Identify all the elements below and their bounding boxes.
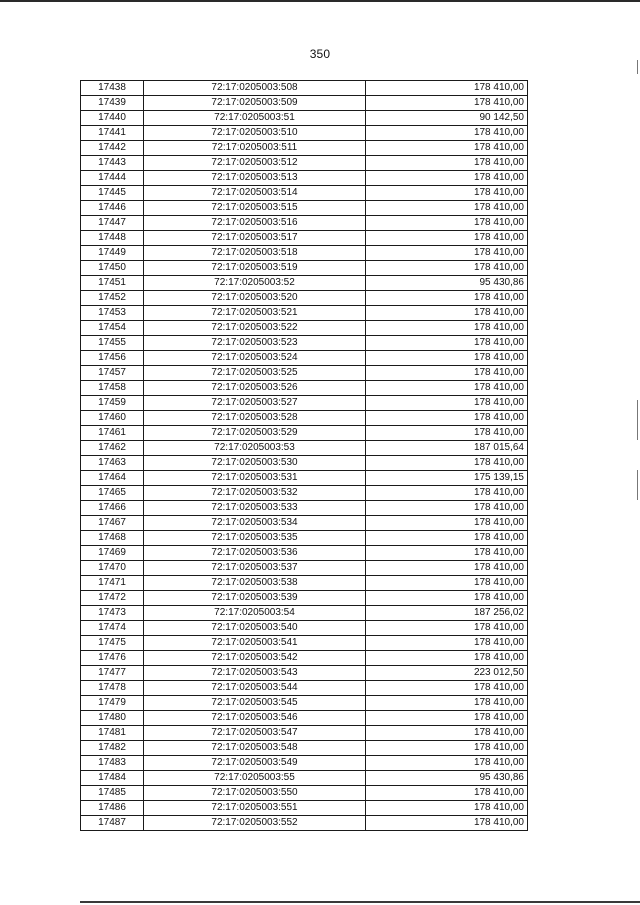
cadastral-number-cell: 72:17:0205003:529 bbox=[144, 426, 366, 441]
table-row bbox=[81, 291, 528, 306]
table-row bbox=[81, 711, 528, 726]
cadastral-number-cell: 72:17:0205003:539 bbox=[144, 591, 366, 606]
cadastral-number-cell: 72:17:0205003:546 bbox=[144, 711, 366, 726]
table-row bbox=[81, 561, 528, 576]
cadastral-value-cell: 178 410,00 bbox=[366, 231, 528, 246]
table-row bbox=[81, 456, 528, 471]
cadastral-value-cell: 178 410,00 bbox=[366, 261, 528, 276]
cadastral-number-cell: 72:17:0205003:55 bbox=[144, 771, 366, 786]
cadastral-number-cell: 72:17:0205003:523 bbox=[144, 336, 366, 351]
cadastral-value-cell: 178 410,00 bbox=[366, 801, 528, 816]
scan-margin-mark bbox=[637, 470, 638, 500]
cadastral-value-cell: 178 410,00 bbox=[366, 216, 528, 231]
cadastral-value-cell: 178 410,00 bbox=[366, 546, 528, 561]
cadastral-number-cell: 72:17:0205003:541 bbox=[144, 636, 366, 651]
table-row bbox=[81, 741, 528, 756]
row-number-cell: 17459 bbox=[81, 396, 144, 411]
table-row bbox=[81, 471, 528, 486]
row-number-cell: 17479 bbox=[81, 696, 144, 711]
scan-bottom-edge bbox=[80, 901, 640, 903]
cadastral-number-cell: 72:17:0205003:512 bbox=[144, 156, 366, 171]
cadastral-number-cell: 72:17:0205003:514 bbox=[144, 186, 366, 201]
row-number-cell: 17471 bbox=[81, 576, 144, 591]
table-row bbox=[81, 501, 528, 516]
cadastral-value-cell: 178 410,00 bbox=[366, 246, 528, 261]
row-number-cell: 17474 bbox=[81, 621, 144, 636]
cadastral-value-cell: 178 410,00 bbox=[366, 501, 528, 516]
row-number-cell: 17445 bbox=[81, 186, 144, 201]
table-row bbox=[81, 276, 528, 291]
row-number-cell: 17477 bbox=[81, 666, 144, 681]
cadastral-number-cell: 72:17:0205003:533 bbox=[144, 501, 366, 516]
cadastral-value-cell: 178 410,00 bbox=[366, 381, 528, 396]
table-row bbox=[81, 306, 528, 321]
cadastral-value-cell: 178 410,00 bbox=[366, 156, 528, 171]
row-number-cell: 17483 bbox=[81, 756, 144, 771]
table-row bbox=[81, 366, 528, 381]
cadastral-number-cell: 72:17:0205003:531 bbox=[144, 471, 366, 486]
table-row bbox=[81, 636, 528, 651]
cadastral-number-cell: 72:17:0205003:540 bbox=[144, 621, 366, 636]
cadastral-number-cell: 72:17:0205003:544 bbox=[144, 681, 366, 696]
cadastral-value-cell: 178 410,00 bbox=[366, 786, 528, 801]
row-number-cell: 17453 bbox=[81, 306, 144, 321]
cadastral-number-cell: 72:17:0205003:509 bbox=[144, 96, 366, 111]
cadastral-number-cell: 72:17:0205003:536 bbox=[144, 546, 366, 561]
cadastral-number-cell: 72:17:0205003:510 bbox=[144, 126, 366, 141]
cadastral-number-cell: 72:17:0205003:516 bbox=[144, 216, 366, 231]
table-row bbox=[81, 771, 528, 786]
row-number-cell: 17463 bbox=[81, 456, 144, 471]
row-number-cell: 17441 bbox=[81, 126, 144, 141]
cadastral-number-cell: 72:17:0205003:538 bbox=[144, 576, 366, 591]
cadastral-number-cell: 72:17:0205003:524 bbox=[144, 351, 366, 366]
cadastral-number-cell: 72:17:0205003:522 bbox=[144, 321, 366, 336]
row-number-cell: 17465 bbox=[81, 486, 144, 501]
table-row bbox=[81, 606, 528, 621]
table-row bbox=[81, 666, 528, 681]
cadastral-number-cell: 72:17:0205003:542 bbox=[144, 651, 366, 666]
row-number-cell: 17482 bbox=[81, 741, 144, 756]
cadastral-value-cell: 178 410,00 bbox=[366, 171, 528, 186]
cadastral-number-cell: 72:17:0205003:543 bbox=[144, 666, 366, 681]
cadastral-number-cell: 72:17:0205003:537 bbox=[144, 561, 366, 576]
cadastral-value-cell: 90 142,50 bbox=[366, 111, 528, 126]
table-row bbox=[81, 216, 528, 231]
cadastral-value-cell: 178 410,00 bbox=[366, 696, 528, 711]
cadastral-value-cell: 178 410,00 bbox=[366, 351, 528, 366]
cadastral-value-cell: 178 410,00 bbox=[366, 726, 528, 741]
row-number-cell: 17460 bbox=[81, 411, 144, 426]
row-number-cell: 17468 bbox=[81, 531, 144, 546]
cadastral-value-cell: 223 012,50 bbox=[366, 666, 528, 681]
cadastral-number-cell: 72:17:0205003:545 bbox=[144, 696, 366, 711]
cadastral-value-cell: 178 410,00 bbox=[366, 96, 528, 111]
page-number: 350 bbox=[309, 47, 331, 61]
cadastral-number-cell: 72:17:0205003:549 bbox=[144, 756, 366, 771]
row-number-cell: 17470 bbox=[81, 561, 144, 576]
cadastral-number-cell: 72:17:0205003:53 bbox=[144, 441, 366, 456]
row-number-cell: 17478 bbox=[81, 681, 144, 696]
cadastral-value-cell: 178 410,00 bbox=[366, 531, 528, 546]
row-number-cell: 17481 bbox=[81, 726, 144, 741]
table-row bbox=[81, 696, 528, 711]
row-number-cell: 17446 bbox=[81, 201, 144, 216]
row-number-cell: 17469 bbox=[81, 546, 144, 561]
row-number-cell: 17475 bbox=[81, 636, 144, 651]
cadastral-number-cell: 72:17:0205003:535 bbox=[144, 531, 366, 546]
cadastral-value-cell: 178 410,00 bbox=[366, 516, 528, 531]
row-number-cell: 17448 bbox=[81, 231, 144, 246]
cadastral-value-cell: 178 410,00 bbox=[366, 336, 528, 351]
table-row bbox=[81, 681, 528, 696]
row-number-cell: 17440 bbox=[81, 111, 144, 126]
cadastral-value-cell: 178 410,00 bbox=[366, 126, 528, 141]
cadastral-value-cell: 187 015,64 bbox=[366, 441, 528, 456]
cadastral-number-cell: 72:17:0205003:518 bbox=[144, 246, 366, 261]
cadastral-number-cell: 72:17:0205003:515 bbox=[144, 201, 366, 216]
table-row bbox=[81, 381, 528, 396]
cadastral-number-cell: 72:17:0205003:508 bbox=[144, 81, 366, 96]
cadastral-value-cell: 178 410,00 bbox=[366, 186, 528, 201]
table-row bbox=[81, 171, 528, 186]
table-row bbox=[81, 531, 528, 546]
table-row bbox=[81, 591, 528, 606]
cadastral-value-cell: 178 410,00 bbox=[366, 321, 528, 336]
row-number-cell: 17466 bbox=[81, 501, 144, 516]
row-number-cell: 17462 bbox=[81, 441, 144, 456]
row-number-cell: 17444 bbox=[81, 171, 144, 186]
cadastral-value-cell: 178 410,00 bbox=[366, 651, 528, 666]
cadastral-number-cell: 72:17:0205003:548 bbox=[144, 741, 366, 756]
cadastral-value-cell: 178 410,00 bbox=[366, 426, 528, 441]
cadastral-number-cell: 72:17:0205003:551 bbox=[144, 801, 366, 816]
cadastral-value-cell: 178 410,00 bbox=[366, 621, 528, 636]
cadastral-number-cell: 72:17:0205003:527 bbox=[144, 396, 366, 411]
cadastral-value-cell: 178 410,00 bbox=[366, 576, 528, 591]
row-number-cell: 17476 bbox=[81, 651, 144, 666]
table-row bbox=[81, 726, 528, 741]
cadastral-value-cell: 178 410,00 bbox=[366, 411, 528, 426]
cadastral-value-cell: 178 410,00 bbox=[366, 636, 528, 651]
scan-margin-mark bbox=[637, 60, 638, 74]
cadastral-number-cell: 72:17:0205003:517 bbox=[144, 231, 366, 246]
table-row bbox=[81, 396, 528, 411]
row-number-cell: 17487 bbox=[81, 816, 144, 831]
cadastral-number-cell: 72:17:0205003:550 bbox=[144, 786, 366, 801]
row-number-cell: 17442 bbox=[81, 141, 144, 156]
cadastral-number-cell: 72:17:0205003:534 bbox=[144, 516, 366, 531]
scan-top-edge bbox=[0, 0, 640, 2]
cadastral-value-cell: 178 410,00 bbox=[366, 756, 528, 771]
table-row bbox=[81, 411, 528, 426]
cadastral-value-cell: 175 139,15 bbox=[366, 471, 528, 486]
cadastral-value-cell: 178 410,00 bbox=[366, 816, 528, 831]
row-number-cell: 17473 bbox=[81, 606, 144, 621]
cadastral-value-cell: 178 410,00 bbox=[366, 681, 528, 696]
row-number-cell: 17467 bbox=[81, 516, 144, 531]
table-row bbox=[81, 621, 528, 636]
cadastral-number-cell: 72:17:0205003:525 bbox=[144, 366, 366, 381]
table-row bbox=[81, 651, 528, 666]
row-number-cell: 17464 bbox=[81, 471, 144, 486]
row-number-cell: 17456 bbox=[81, 351, 144, 366]
cadastral-number-cell: 72:17:0205003:52 bbox=[144, 276, 366, 291]
row-number-cell: 17458 bbox=[81, 381, 144, 396]
table-row bbox=[81, 426, 528, 441]
cadastral-value-cell: 178 410,00 bbox=[366, 486, 528, 501]
cadastral-value-cell: 95 430,86 bbox=[366, 276, 528, 291]
cadastral-value-cell: 178 410,00 bbox=[366, 561, 528, 576]
cadastral-number-cell: 72:17:0205003:532 bbox=[144, 486, 366, 501]
row-number-cell: 17443 bbox=[81, 156, 144, 171]
cadastral-value-cell: 178 410,00 bbox=[366, 456, 528, 471]
table-row bbox=[81, 351, 528, 366]
table-row bbox=[81, 261, 528, 276]
row-number-cell: 17455 bbox=[81, 336, 144, 351]
row-number-cell: 17452 bbox=[81, 291, 144, 306]
table-row bbox=[81, 786, 528, 801]
row-number-cell: 17451 bbox=[81, 276, 144, 291]
row-number-cell: 17485 bbox=[81, 786, 144, 801]
cadastral-value-table bbox=[80, 80, 528, 831]
table-body bbox=[81, 81, 528, 831]
table-row bbox=[81, 246, 528, 261]
cadastral-value-cell: 178 410,00 bbox=[366, 201, 528, 216]
cadastral-number-cell: 72:17:0205003:513 bbox=[144, 171, 366, 186]
table-row bbox=[81, 336, 528, 351]
row-number-cell: 17472 bbox=[81, 591, 144, 606]
cadastral-value-cell: 178 410,00 bbox=[366, 741, 528, 756]
table-row bbox=[81, 321, 528, 336]
table-row bbox=[81, 516, 528, 531]
cadastral-number-cell: 72:17:0205003:521 bbox=[144, 306, 366, 321]
cadastral-value-cell: 178 410,00 bbox=[366, 396, 528, 411]
cadastral-number-cell: 72:17:0205003:520 bbox=[144, 291, 366, 306]
table-row bbox=[81, 96, 528, 111]
cadastral-value-cell: 187 256,02 bbox=[366, 606, 528, 621]
table-row bbox=[81, 81, 528, 96]
table-row bbox=[81, 801, 528, 816]
cadastral-number-cell: 72:17:0205003:526 bbox=[144, 381, 366, 396]
cadastral-value-cell: 178 410,00 bbox=[366, 81, 528, 96]
table-row bbox=[81, 756, 528, 771]
cadastral-value-cell: 178 410,00 bbox=[366, 591, 528, 606]
cadastral-value-cell: 178 410,00 bbox=[366, 366, 528, 381]
cadastral-number-cell: 72:17:0205003:519 bbox=[144, 261, 366, 276]
row-number-cell: 17450 bbox=[81, 261, 144, 276]
row-number-cell: 17449 bbox=[81, 246, 144, 261]
table-row bbox=[81, 441, 528, 456]
cadastral-number-cell: 72:17:0205003:51 bbox=[144, 111, 366, 126]
cadastral-value-cell: 178 410,00 bbox=[366, 141, 528, 156]
table-row bbox=[81, 126, 528, 141]
table-row bbox=[81, 231, 528, 246]
table-row bbox=[81, 486, 528, 501]
table-row bbox=[81, 546, 528, 561]
row-number-cell: 17447 bbox=[81, 216, 144, 231]
cadastral-number-cell: 72:17:0205003:528 bbox=[144, 411, 366, 426]
table-row bbox=[81, 186, 528, 201]
row-number-cell: 17486 bbox=[81, 801, 144, 816]
row-number-cell: 17438 bbox=[81, 81, 144, 96]
cadastral-value-cell: 178 410,00 bbox=[366, 711, 528, 726]
table-row bbox=[81, 576, 528, 591]
cadastral-number-cell: 72:17:0205003:511 bbox=[144, 141, 366, 156]
row-number-cell: 17484 bbox=[81, 771, 144, 786]
table-row bbox=[81, 156, 528, 171]
cadastral-value-cell: 178 410,00 bbox=[366, 306, 528, 321]
table-row bbox=[81, 201, 528, 216]
table-row bbox=[81, 816, 528, 831]
row-number-cell: 17454 bbox=[81, 321, 144, 336]
cadastral-value-cell: 178 410,00 bbox=[366, 291, 528, 306]
cadastral-number-cell: 72:17:0205003:54 bbox=[144, 606, 366, 621]
cadastral-number-cell: 72:17:0205003:530 bbox=[144, 456, 366, 471]
scan-margin-mark bbox=[637, 400, 638, 440]
row-number-cell: 17461 bbox=[81, 426, 144, 441]
row-number-cell: 17480 bbox=[81, 711, 144, 726]
cadastral-number-cell: 72:17:0205003:547 bbox=[144, 726, 366, 741]
table-row bbox=[81, 111, 528, 126]
cadastral-number-cell: 72:17:0205003:552 bbox=[144, 816, 366, 831]
row-number-cell: 17457 bbox=[81, 366, 144, 381]
cadastral-value-cell: 95 430,86 bbox=[366, 771, 528, 786]
row-number-cell: 17439 bbox=[81, 96, 144, 111]
table-row bbox=[81, 141, 528, 156]
